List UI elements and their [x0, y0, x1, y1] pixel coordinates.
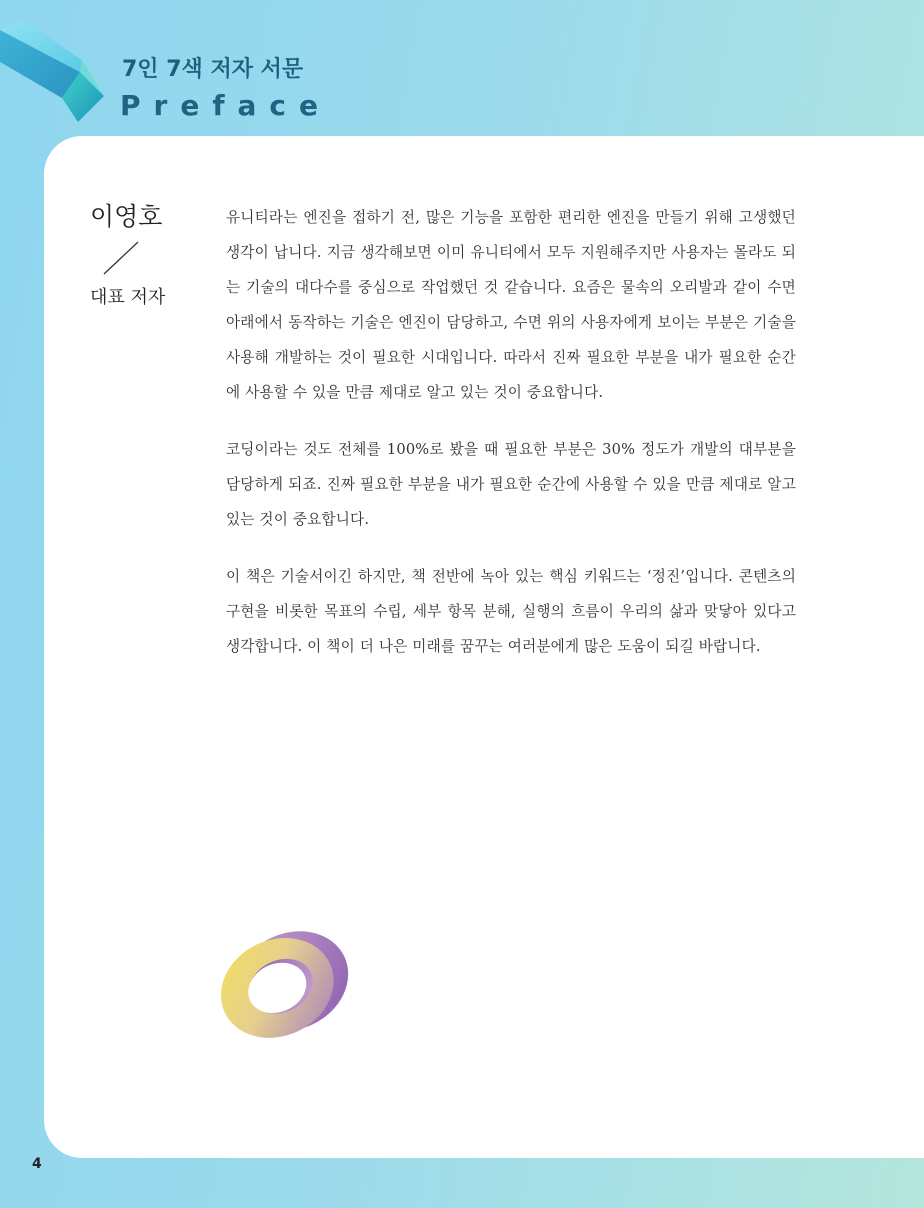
- preface-body: [226, 200, 796, 686]
- section-title: 7인 7색 저자 서문: [122, 57, 304, 82]
- section-subtitle-english: Preface: [120, 89, 331, 122]
- gradient-ring-icon: [206, 920, 356, 1048]
- author-role: 대표 저자: [90, 287, 166, 308]
- paragraph: 코딩이라는 것도 전체를 100%로 봤을 때 필요한 부분은 30% 정도가 개발의 대부분을 담당하게 되죠. 진짜 필요한 부분을 내가 필요한 순간에 사용할 수 있을 만큼 제대로 알고 있는 것이 중요합니다.: [226, 441, 796, 528]
- teal-prism-icon: [0, 0, 110, 130]
- author-name: 이영호: [90, 202, 163, 231]
- paragraph: 이 책은 기술서이긴 하지만, 책 전반에 녹아 있는 핵심 키워드는 ‘정진’입니다. 콘텐츠의 구현을 비롯한 목표의 수립, 세부 항목 분해, 실행의 흐름이 우리의 삶과 맞닿아 있다고 생각합니다. 이 책이 더 나은 미래를 꿈꾸는 여러분에게 많은 도움이 되길 바랍니다.: [226, 568, 796, 655]
- paragraph: 유니티라는 엔진을 접하기 전, 많은 기능을 포함한 편리한 엔진을 만들기 위해 고생했던 생각이 납니다. 지금 생각해보면 이미 유니티에서 모두 지원해주지만 사용자는 몰라도 되는 기술의 대다수를 중심으로 작업했던 것 같습니다. 요즘은 물속의 오리발과 같이 수면 아래에서 동작하는 기술은 엔진이 담당하고, 수면 위의 사용자에게 보이는 부분은 기술을 사용해 개발하는 것이 필요한 시대입니다. 따라서 진짜 필요한 부분을 내가 필요한 순간에 사용할 수 있을 만큼 제대로 알고 있는 것이 중요합니다.: [226, 209, 796, 401]
- slash-divider: [102, 240, 140, 276]
- page-number: 4: [32, 1156, 42, 1172]
